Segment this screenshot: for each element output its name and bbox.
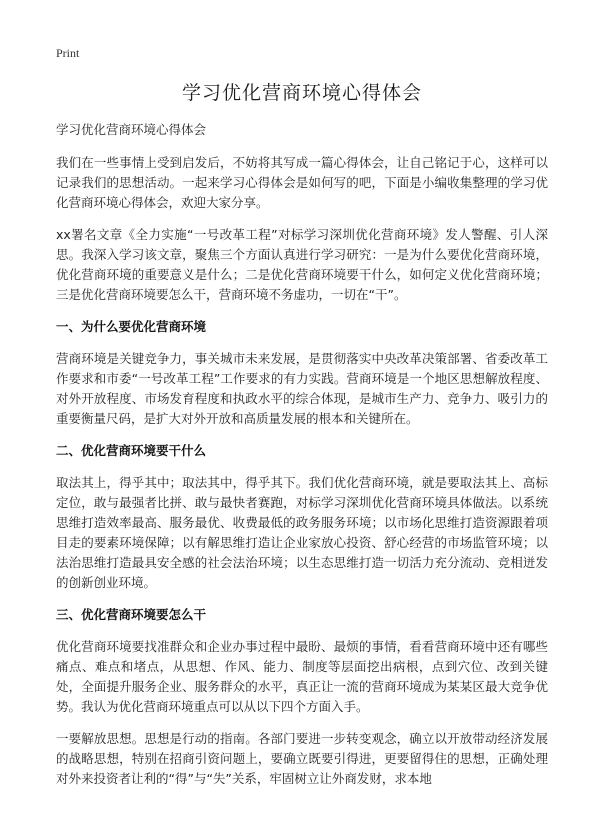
print-link[interactable]: Print	[56, 46, 80, 60]
paragraph-1: xx署名文章《全力实施“一号改革工程”对标学习深圳优化营商环境》发人警醒、引人深思。我深入学习该文章，聚焦三个方面认真进行学习研究：一是为什么要优化营商环境，优化营商环境的重要意义是什么；二是优化营商环境要干什么，如何定义优化营商环境；三是优化营商环境要怎么干，营商环境不务虚功，一切在“干”。	[56, 227, 548, 302]
page-title: 学习优化营商环境心得体会	[181, 82, 422, 104]
document-body	[56, 120, 548, 801]
section-3-heading: 三、优化营商环境要怎么干	[56, 607, 207, 622]
document-subtitle: 学习优化营商环境心得体会	[56, 122, 207, 137]
section-3-paragraph: 优化营商环境要找准群众和企业办事过程中最盼、最烦的事情，看看营商环境中还有哪些痛点、难点和堵点，从思想、作风、能力、制度等层面挖出病根，点到穴位、改到关键处，全面提升服务企业、服务群众的水平，真正让一流的营商环境成为某某区最大竞争优势。我认为优化营商环境重点可以从以下四个方面入手。	[56, 639, 548, 714]
intro-paragraph: 我们在一些事情上受到启发后，不妨将其写成一篇心得体会，让自己铭记于心，这样可以记录我们的思想活动。一起来学习心得体会是如何写的吧，下面是小编收集整理的学习优化营商环境心得体会，欢迎大家分享。	[56, 155, 548, 210]
section-2-heading: 二、优化营商环境要干什么	[56, 443, 207, 458]
section-1-heading: 一、为什么要优化营商环境	[56, 319, 207, 334]
section-1-paragraph: 营商环境是关键竞争力，事关城市未来发展，是贯彻落实中央改革决策部署、省委改革工作要求和市委“一号改革工程”工作要求的有力实践。营商环境是一个地区思想解放程度、对外开放程度、市场发育程度和执政水平的综合体现，是城市生产力、竞争力、吸引力的重要衡量尺码，是扩大对外开放和高质量发展的根本和关键所在。	[56, 351, 548, 426]
section-3-paragraph-2: 一要解放思想。思想是行动的指南。各部门要进一步转变观念，确立以开放带动经济发展的战略思想，特别在招商引资问题上，要确立既要引得进，更要留得住的思想，正确处理对外来投资者让利的“得”与“失”关系，牢固树立让外商发财，求本地	[56, 731, 548, 786]
section-2-paragraph: 取法其上，得乎其中；取法其中，得乎其下。我们优化营商环境，就是要取法其上、高标定位，敢与最强者比拼、敢与最快者赛跑，对标学习深圳优化营商环境具体做法。以系统思维打造效率最高、服务最优、收费最低的政务服务环境；以市场化思维打造资源跟着项目走的要素环境保障；以有解思维打造让企业家放心投资、舒心经营的市场监管环境；以法治思维打造最具安全感的社会法治环境；以生态思维打造一切活力充分流动、竞相迸发的创新创业环境。	[56, 475, 548, 590]
